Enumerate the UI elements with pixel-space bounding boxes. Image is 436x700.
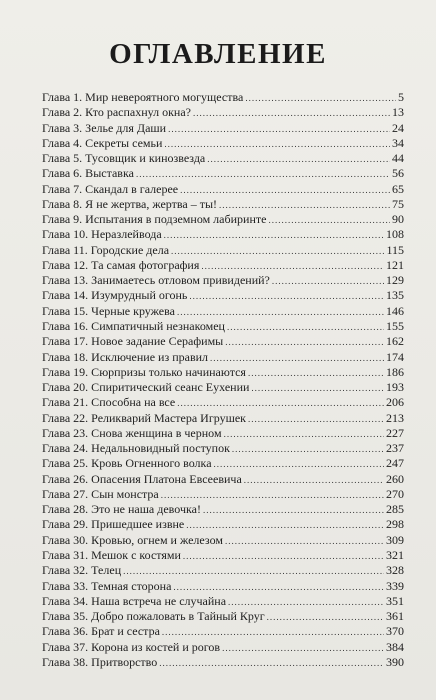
- dot-leader: [168, 122, 390, 137]
- chapter-title: Глава 30. Кровью, огнем и железом: [42, 532, 223, 547]
- chapter-title: Глава 32. Телец: [42, 563, 122, 578]
- chapter-title: Глава 20. Спиритический сеанс Еухении: [42, 380, 250, 395]
- chapter-title: Глава 15. Черные кружева: [42, 303, 175, 318]
- chapter-title: Глава 13. Занимаетесь отловом привидений?: [42, 273, 270, 288]
- chapter-title: Глава 22. Реликварий Мастера Игрушек: [42, 410, 246, 425]
- chapter-title: Глава 33. Темная сторона: [42, 578, 172, 593]
- toc-entry: [42, 90, 404, 105]
- dot-leader: [222, 641, 384, 656]
- page-number: 5: [398, 90, 404, 104]
- toc-entry: [42, 594, 404, 609]
- toc-entry: [42, 197, 404, 212]
- toc-entry: [42, 334, 404, 349]
- toc-entry: [42, 105, 404, 120]
- toc-entry: [42, 517, 404, 532]
- dot-leader: [193, 106, 390, 121]
- dot-leader: [224, 427, 384, 442]
- chapter-title: Глава 25. Кровь Огненного волка: [42, 456, 212, 471]
- dot-leader: [164, 137, 390, 152]
- page-number: 193: [386, 380, 404, 395]
- toc-entry: [42, 380, 404, 395]
- toc-entry: [42, 243, 404, 258]
- page-number: 237: [386, 441, 404, 456]
- page-number: 65: [392, 181, 404, 196]
- toc-entry: [42, 273, 404, 288]
- dot-leader: [177, 305, 384, 320]
- page-number: 56: [392, 166, 404, 181]
- toc-entry: [42, 548, 404, 563]
- dot-leader: [214, 457, 384, 472]
- page-number: 321: [386, 547, 404, 562]
- toc-entry: [42, 609, 404, 624]
- dot-leader: [225, 534, 384, 549]
- toc-entry: [42, 212, 404, 227]
- toc-entry: [42, 640, 404, 655]
- page-number: 121: [386, 257, 404, 272]
- toc-entry: [42, 350, 404, 365]
- toc-entry: [42, 441, 404, 456]
- dot-leader: [136, 167, 390, 182]
- page-number: 115: [386, 242, 404, 257]
- chapter-title: Глава 19. Сюрпризы только начинаются: [42, 364, 246, 379]
- toc-entry: [42, 563, 404, 578]
- dot-leader: [161, 488, 384, 503]
- page-number: 285: [386, 502, 404, 517]
- toc-entry: [42, 365, 404, 380]
- table-of-contents: [42, 90, 404, 670]
- chapter-title: Глава 21. Способна на все: [42, 395, 176, 410]
- chapter-title: Глава 5. Тусовщик и кинозвезда: [42, 151, 206, 166]
- page-number: 135: [386, 288, 404, 303]
- dot-leader: [244, 473, 384, 488]
- chapter-title: Глава 9. Испытания в подземном лабиринте: [42, 212, 267, 227]
- page-number: 174: [386, 349, 404, 364]
- chapter-title: Глава 2. Кто распахнул окна?: [42, 105, 192, 120]
- page-number: 227: [386, 425, 404, 440]
- chapter-title: Глава 14. Изумрудный огонь: [42, 288, 188, 303]
- toc-entry: [42, 655, 404, 670]
- dot-leader: [162, 625, 384, 640]
- page-number: 270: [386, 486, 404, 501]
- chapter-title: Глава 1. Мир невероятного могущества: [42, 90, 244, 104]
- dot-leader: [268, 213, 390, 228]
- dot-leader: [267, 610, 384, 625]
- chapter-title: Глава 16. Симпатичный незнакомец: [42, 318, 225, 333]
- page-number: 309: [386, 532, 404, 547]
- chapter-title: Глава 38. Притворство: [42, 654, 158, 669]
- page-number: 206: [386, 395, 404, 410]
- chapter-title: Глава 27. Сын монстра: [42, 486, 159, 501]
- toc-entry: [42, 426, 404, 441]
- dot-leader: [245, 91, 396, 106]
- dot-leader: [201, 259, 384, 274]
- dot-leader: [232, 442, 384, 457]
- page-number: 328: [386, 563, 404, 578]
- page-number: 298: [386, 517, 404, 532]
- dot-leader: [225, 335, 384, 350]
- dot-leader: [123, 564, 384, 579]
- toc-entry: [42, 151, 404, 166]
- page-number: 361: [386, 609, 404, 624]
- page-number: 260: [386, 471, 404, 486]
- dot-leader: [251, 381, 384, 396]
- dot-leader: [177, 396, 384, 411]
- chapter-title: Глава 29. Пришедшее извне: [42, 517, 185, 532]
- toc-entry: [42, 288, 404, 303]
- dot-leader: [219, 198, 390, 213]
- chapter-title: Глава 18. Исключение из правил: [42, 349, 209, 364]
- dot-leader: [248, 412, 384, 427]
- page-number: 75: [392, 196, 404, 211]
- toc-entry: [42, 411, 404, 426]
- page-number: 390: [386, 654, 404, 669]
- chapter-title: Глава 12. Та самая фотография: [42, 257, 200, 272]
- chapter-title: Глава 34. Наша встреча не случайна: [42, 593, 227, 608]
- toc-entry: [42, 487, 404, 502]
- toc-entry: [42, 502, 404, 517]
- chapter-title: Глава 24. Недальновидный поступок: [42, 441, 230, 456]
- chapter-title: Глава 6. Выставка: [42, 166, 134, 181]
- dot-leader: [159, 656, 384, 671]
- page-number: 108: [386, 227, 404, 242]
- dot-leader: [203, 503, 384, 518]
- toc-entry: [42, 136, 404, 151]
- toc-entry: [42, 304, 404, 319]
- dot-leader: [227, 320, 384, 335]
- chapter-title: Глава 8. Я не жертва, жертва – ты!: [42, 196, 217, 211]
- dot-leader: [186, 518, 384, 533]
- dot-leader: [207, 152, 390, 167]
- chapter-title: Глава 31. Мешок с костями: [42, 547, 181, 562]
- toc-entry: [42, 166, 404, 181]
- dot-leader: [248, 366, 384, 381]
- chapter-title: Глава 26. Опасения Платона Евсеевича: [42, 471, 242, 486]
- page-number: 351: [386, 593, 404, 608]
- page-number: 247: [386, 456, 404, 471]
- dot-leader: [272, 274, 384, 289]
- page-number: 384: [386, 639, 404, 654]
- toc-entry: [42, 395, 404, 410]
- dot-leader: [171, 244, 384, 259]
- dot-leader: [173, 580, 384, 595]
- chapter-title: Глава 23. Снова женщина в черном: [42, 425, 222, 440]
- toc-entry: [42, 227, 404, 242]
- toc-entry: [42, 456, 404, 471]
- toc-entry: [42, 624, 404, 639]
- dot-leader: [228, 595, 384, 610]
- chapter-title: Глава 36. Брат и сестра: [42, 624, 160, 639]
- chapter-title: Глава 7. Скандал в галерее: [42, 181, 179, 196]
- dot-leader: [210, 351, 384, 366]
- page-number: 186: [386, 364, 404, 379]
- page-number: 13: [392, 105, 404, 120]
- page-title: ОГЛАВЛЕНИЕ: [109, 38, 327, 70]
- dot-leader: [164, 228, 384, 243]
- dot-leader: [183, 549, 384, 564]
- dot-leader: [189, 289, 384, 304]
- chapter-title: Глава 10. Неразлейвода: [42, 227, 162, 242]
- page-number: 146: [386, 303, 404, 318]
- chapter-title: Глава 3. Зелье для Даши: [42, 120, 167, 135]
- chapter-title: Глава 17. Новое задание Серафимы: [42, 334, 224, 349]
- chapter-title: Глава 4. Секреты семьи: [42, 135, 163, 150]
- toc-entry: [42, 258, 404, 273]
- chapter-title: Глава 28. Это не наша девочка!: [42, 502, 201, 517]
- page-number: 24: [392, 120, 404, 135]
- page-number: 162: [386, 334, 404, 349]
- page-number: 129: [386, 273, 404, 288]
- toc-entry: [42, 472, 404, 487]
- toc-entry: [42, 182, 404, 197]
- toc-entry: [42, 319, 404, 334]
- chapter-title: Глава 11. Городские дела: [42, 242, 170, 257]
- chapter-title: Глава 37. Корона из костей и рогов: [42, 639, 221, 654]
- page-number: 339: [386, 578, 404, 593]
- toc-entry: [42, 533, 404, 548]
- page-number: 155: [386, 318, 404, 333]
- page-number: 213: [386, 410, 404, 425]
- page-number: 370: [386, 624, 404, 639]
- toc-entry: [42, 121, 404, 136]
- dot-leader: [180, 183, 390, 198]
- page-number: 44: [392, 151, 404, 166]
- page-number: 34: [392, 135, 404, 150]
- toc-entry: [42, 579, 404, 594]
- chapter-title: Глава 35. Добро пожаловать в Тайный Круг: [42, 609, 265, 624]
- page-number: 90: [392, 212, 404, 227]
